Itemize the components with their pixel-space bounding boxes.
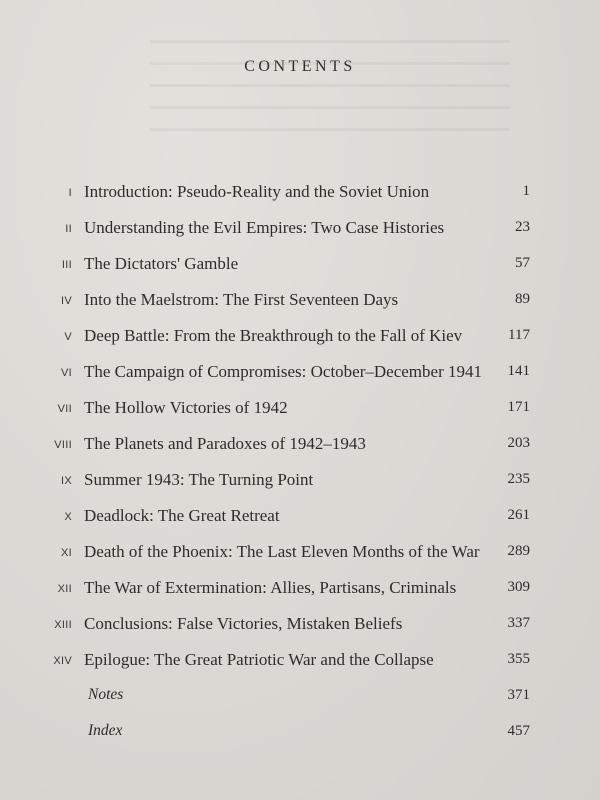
toc-entry[interactable] <box>0 542 600 570</box>
chapter-numeral: VIII <box>54 439 72 451</box>
page-number: 289 <box>507 543 530 559</box>
toc-entry[interactable] <box>0 254 600 282</box>
chapter-title: The Planets and Paradoxes of 1942–1943 <box>84 434 366 453</box>
toc-entry[interactable] <box>0 398 600 426</box>
toc-entry[interactable] <box>0 578 600 606</box>
chapter-title: Into the Maelstrom: The First Seventeen Days <box>84 290 399 309</box>
page-number: 89 <box>515 291 530 307</box>
toc-entry[interactable] <box>0 434 600 462</box>
page-number: 171 <box>507 399 530 415</box>
page-number: 141 <box>507 363 530 379</box>
toc-entry[interactable] <box>0 650 600 678</box>
toc-entry[interactable] <box>0 182 600 210</box>
page-number: 355 <box>507 651 530 667</box>
page-number: 23 <box>515 219 530 235</box>
page-number: 57 <box>515 255 530 271</box>
chapter-numeral: XII <box>57 583 72 595</box>
page-number: 309 <box>507 579 530 595</box>
chapter-numeral: I <box>68 187 72 199</box>
chapter-numeral: VI <box>61 367 72 379</box>
chapter-numeral: XIII <box>54 619 72 631</box>
chapter-title: Deadlock: The Great Retreat <box>84 506 280 525</box>
chapter-numeral: III <box>61 259 72 271</box>
chapter-numeral: IV <box>61 295 72 307</box>
back-matter-title: Index <box>88 722 123 739</box>
toc-entry[interactable] <box>0 290 600 318</box>
chapter-title: Deep Battle: From the Breakthrough to the Fall of Kiev <box>84 326 463 345</box>
toc-entry[interactable] <box>0 470 600 498</box>
chapter-title: The War of Extermination: Allies, Partisans, Criminals <box>84 578 457 597</box>
toc-entry[interactable] <box>0 326 600 354</box>
toc-entry[interactable] <box>0 506 600 534</box>
toc-entry[interactable] <box>0 218 600 246</box>
toc-entry[interactable] <box>0 362 600 390</box>
page-number: 235 <box>507 471 530 487</box>
page-number: 337 <box>507 615 530 631</box>
chapter-numeral: II <box>65 223 72 235</box>
page-number: 261 <box>507 507 530 523</box>
chapter-numeral: VII <box>57 403 72 415</box>
chapter-numeral: XIV <box>53 655 72 667</box>
page-number: 117 <box>508 327 530 343</box>
toc-entry[interactable] <box>0 614 600 642</box>
chapter-title: Epilogue: The Great Patriotic War and the Collapse <box>84 650 434 669</box>
page-number: 371 <box>507 687 530 703</box>
chapter-numeral: XI <box>61 547 72 559</box>
chapter-numeral: IX <box>61 475 72 487</box>
back-matter-title: Notes <box>88 686 124 703</box>
chapter-title: Introduction: Pseudo-Reality and the Soviet Union <box>84 182 430 201</box>
page-title: CONTENTS <box>244 58 356 75</box>
page-number: 457 <box>507 723 530 739</box>
page-number: 203 <box>507 435 530 451</box>
toc-entry-notes[interactable] <box>0 686 600 714</box>
chapter-title: The Campaign of Compromises: October–December 1941 <box>84 362 482 381</box>
bleed-through-text <box>150 40 510 150</box>
chapter-title: The Dictators' Gamble <box>84 254 239 273</box>
chapter-numeral: V <box>64 331 72 343</box>
chapter-title: Understanding the Evil Empires: Two Case Histories <box>84 218 445 237</box>
chapter-numeral: X <box>64 511 72 523</box>
chapter-title: The Hollow Victories of 1942 <box>84 398 288 417</box>
chapter-title: Summer 1943: The Turning Point <box>84 470 314 489</box>
page-number: 1 <box>522 183 530 199</box>
toc-entry-index[interactable] <box>0 722 600 750</box>
chapter-title: Death of the Phoenix: The Last Eleven Months of the War <box>84 542 480 561</box>
chapter-title: Conclusions: False Victories, Mistaken Beliefs <box>84 614 403 633</box>
